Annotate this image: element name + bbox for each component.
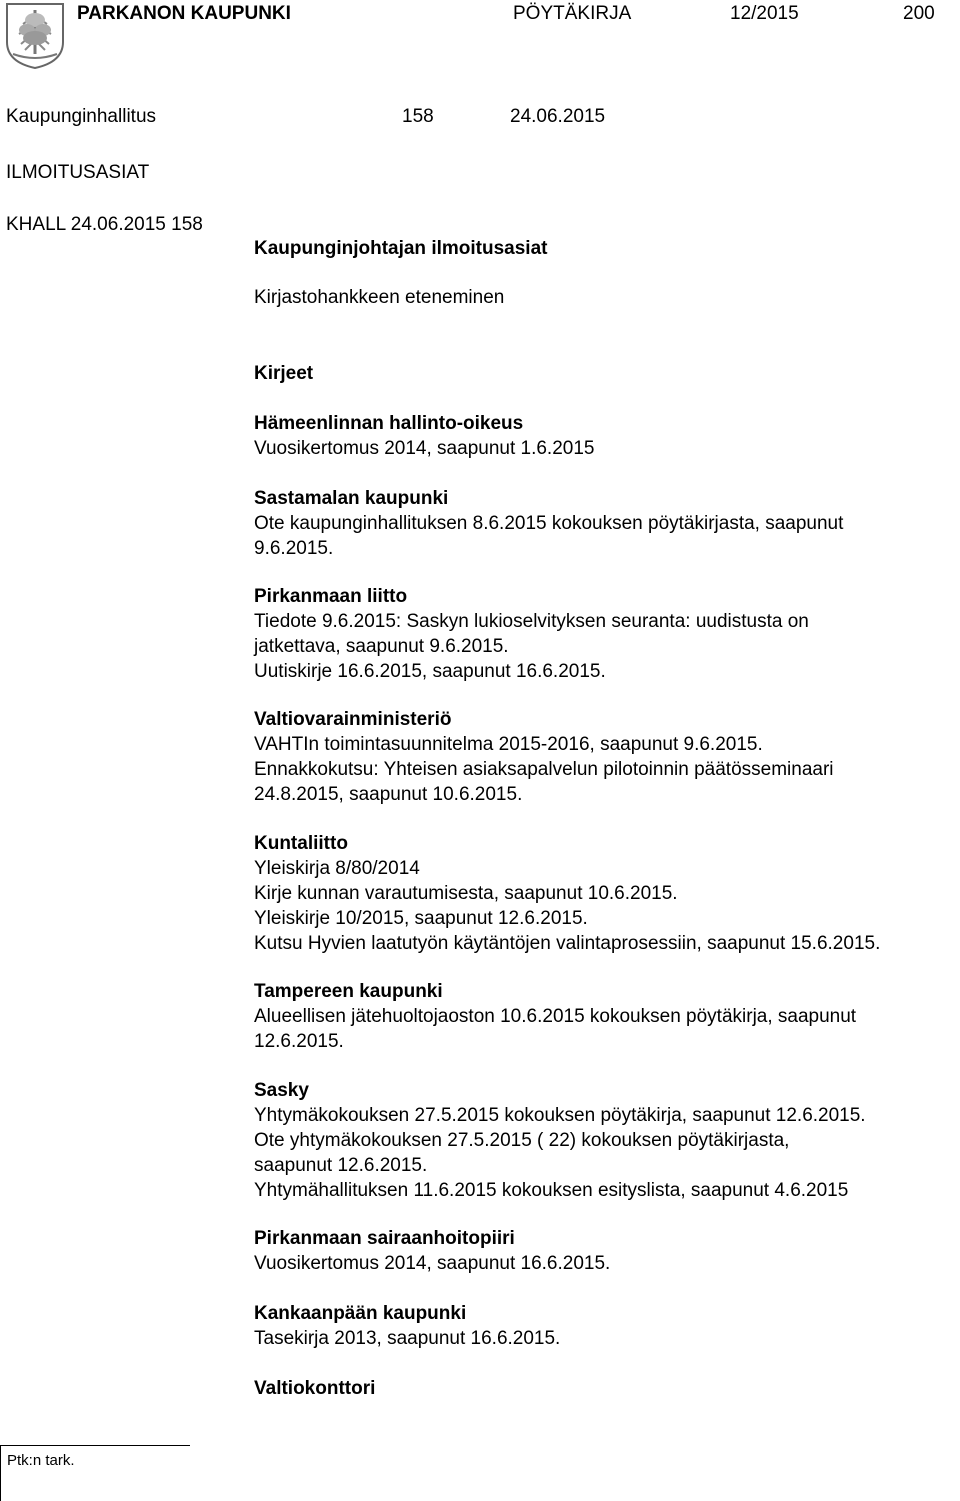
section-pshp [254, 1226, 610, 1276]
footer-checker-label: Ptk:n tark. [7, 1452, 75, 1469]
section-line: Uutiskirje 16.6.2015, saapunut 16.6.2015. [254, 661, 606, 682]
section-line: Yleiskirje 10/2015, saapunut 12.6.2015. [254, 908, 588, 929]
document-number: 12/2015 [730, 3, 799, 24]
section-heading: Pirkanmaan sairaanhoitopiiri [254, 1228, 515, 1249]
section-sasky [254, 1078, 866, 1203]
section-heading: Tampereen kaupunki [254, 981, 443, 1002]
section-pirkanmaan-liitto [254, 584, 809, 684]
section-line: Yhtymähallituksen 11.6.2015 kokouksen esityslista, saapunut 4.6.2015 [254, 1180, 849, 1201]
section-heading: Kuntaliitto [254, 833, 348, 854]
section-heading: Valtiovarainministeriö [254, 709, 452, 730]
section-line: Vuosikertomus 2014, saapunut 16.6.2015. [254, 1253, 611, 1274]
section-heading: Hämeenlinnan hallinto-oikeus [254, 413, 524, 434]
meeting-section: 158 [402, 106, 434, 127]
section-hameenlinna [254, 411, 594, 461]
section-line: Kutsu Hyvien laatutyön käytäntöjen valintaprosessiin, saapunut 15.6.2015. [254, 933, 881, 954]
category-label: ILMOITUSASIAT [6, 162, 150, 183]
section-line: Vuosikertomus 2014, saapunut 1.6.2015 [254, 438, 595, 459]
meeting-body: Kaupunginhallitus [6, 106, 157, 127]
section-line: Yleiskirja 8/80/2014 [254, 858, 420, 879]
section-valtiovarainministerio [254, 707, 834, 807]
section-line: Ote yhtymäkokouksen 27.5.2015 ( 22) kokouksen pöytäkirjasta, [254, 1130, 790, 1151]
footer-divider [0, 1445, 190, 1446]
page-number: 200 [903, 3, 935, 24]
section-line: jatkettava, saapunut 9.6.2015. [254, 636, 509, 657]
section-line: Ennakkokutsu: Yhteisen asiaksapalvelun pilotoinnin päätösseminaari [254, 759, 834, 780]
section-line: 24.8.2015, saapunut 10.6.2015. [254, 784, 523, 805]
section-line: saapunut 12.6.2015. [254, 1155, 428, 1176]
item-title: Kaupunginjohtajan ilmoitusasiat [254, 238, 548, 259]
section-kankaanpaa [254, 1301, 560, 1351]
document-type: PÖYTÄKIRJA [513, 3, 632, 24]
section-line: VAHTIn toimintasuunnitelma 2015-2016, saapunut 9.6.2015. [254, 734, 763, 755]
section-heading: Sastamalan kaupunki [254, 488, 449, 509]
section-line: Tiedote 9.6.2015: Saskyn lukioselvityksen seuranta: uudistusta on [254, 611, 809, 632]
section-line: Ote kaupunginhallituksen 8.6.2015 kokouksen pöytäkirjasta, saapunut [254, 513, 844, 534]
section-line: Kirje kunnan varautumisesta, saapunut 10.6.2015. [254, 883, 678, 904]
section-line: Alueellisen jätehuoltojaoston 10.6.2015 kokouksen pöytäkirja, saapunut [254, 1006, 857, 1027]
section-valtiokonttori [254, 1376, 375, 1401]
section-heading: Pirkanmaan liitto [254, 586, 408, 607]
section-sastamala [254, 486, 843, 561]
footer-vertical-divider [0, 1445, 1, 1501]
city-coat-of-arms-logo [5, 2, 65, 70]
section-heading: Sasky [254, 1080, 309, 1101]
item-subtitle: Kirjastohankkeen eteneminen [254, 287, 505, 308]
reference-line: KHALL 24.06.2015 158 [6, 214, 203, 235]
letters-heading: Kirjeet [254, 363, 314, 384]
section-line: 12.6.2015. [254, 1031, 344, 1052]
section-tampere [254, 979, 856, 1054]
section-line: Yhtymäkokouksen 27.5.2015 kokouksen pöytäkirja, saapunut 12.6.2015. [254, 1105, 866, 1126]
meeting-date: 24.06.2015 [510, 106, 606, 127]
section-heading: Valtiokonttori [254, 1378, 376, 1399]
section-kuntaliitto [254, 831, 880, 956]
organization-name: PARKANON KAUPUNKI [77, 3, 291, 24]
section-line: Tasekirja 2013, saapunut 16.6.2015. [254, 1328, 561, 1349]
section-line: 9.6.2015. [254, 538, 334, 559]
section-heading: Kankaanpään kaupunki [254, 1303, 467, 1324]
